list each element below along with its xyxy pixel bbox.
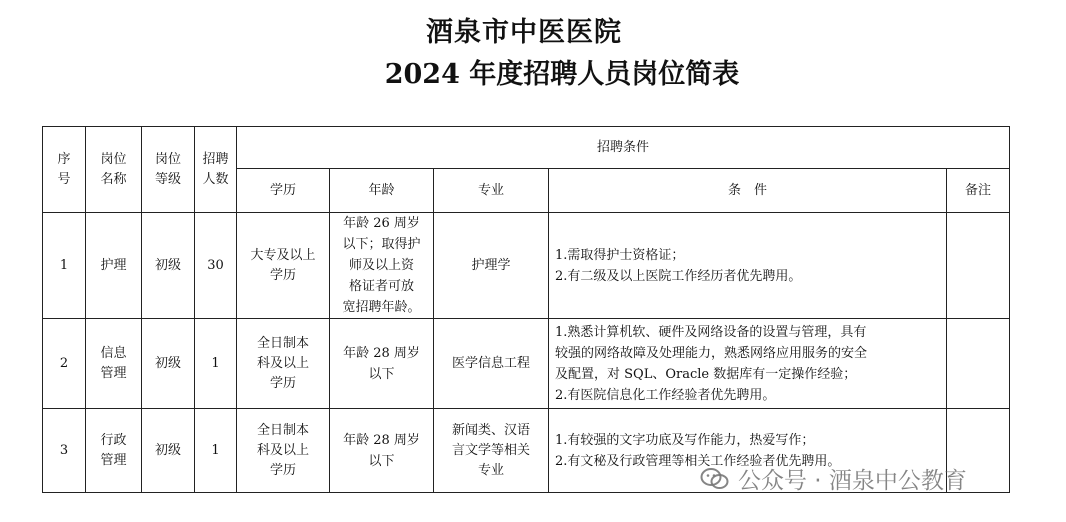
watermark [700, 462, 967, 495]
cell-requirements: 1.有较强的文字功底及写作能力，热爱写作； 2.有文秘及行政管理等相关工作经验者优先聘用。 [549, 409, 947, 493]
header-age: 年龄 [330, 169, 434, 213]
cell-requirements: 1.熟悉计算机软、硬件及网络设备的设置与管理，具有 较强的网络故障及处理能力，熟悉网络应用服务的安全 及配置，对 SQL、Oracle 数据库有一定操作经验； 2.有医院信息化工作经验者优先聘用。 [549, 319, 947, 409]
header-requirements: 条 件 [549, 169, 947, 213]
cell-hire-count: 30 [195, 213, 237, 319]
cell-education: 全日制本 科及以上 学历 [237, 409, 330, 493]
cell-post-name: 护理 [86, 213, 142, 319]
cell-remarks [947, 213, 1010, 319]
document-title-line1: 酒泉市中医医院 [426, 17, 622, 48]
cell-remarks [947, 319, 1010, 409]
document-title-line2: 2024 年度招聘人员岗位简表 [384, 59, 740, 90]
header-post-level: 岗位 等级 [142, 127, 195, 213]
cell-hire-count: 1 [195, 409, 237, 493]
header-major: 专业 [434, 169, 549, 213]
watermark-text: 公众号 · 酒泉中公教育 [738, 468, 967, 494]
recruitment-table [42, 126, 1010, 493]
header-education: 学历 [237, 169, 330, 213]
cell-major: 新闻类、汉语 言文学等相关 专业 [434, 409, 549, 493]
header-hire-count: 招聘 人数 [195, 127, 237, 213]
cell-major: 护理学 [434, 213, 549, 319]
cell-seq: 1 [43, 213, 86, 319]
cell-post-level: 初级 [142, 213, 195, 319]
wechat-official-account-icon [700, 467, 730, 491]
cell-education: 全日制本 科及以上 学历 [237, 319, 330, 409]
cell-age: 年龄 28 周岁 以下 [330, 409, 434, 493]
cell-major: 医学信息工程 [434, 319, 549, 409]
header-conditions-group: 招聘条件 [237, 127, 1010, 169]
cell-seq: 3 [43, 409, 86, 493]
cell-post-level: 初级 [142, 409, 195, 493]
cell-age: 年龄 26 周岁 以下；取得护 师及以上资 格证者可放 宽招聘年龄。 [330, 213, 434, 319]
header-remarks: 备注 [947, 169, 1010, 213]
header-post-name: 岗位 名称 [86, 127, 142, 213]
table-row [43, 319, 1010, 409]
cell-requirements: 1.需取得护士资格证； 2.有二级及以上医院工作经历者优先聘用。 [549, 213, 947, 319]
cell-seq: 2 [43, 319, 86, 409]
cell-age: 年龄 28 周岁 以下 [330, 319, 434, 409]
cell-post-name: 信息 管理 [86, 319, 142, 409]
cell-post-name: 行政 管理 [86, 409, 142, 493]
table-row [43, 213, 1010, 319]
header-seq: 序 号 [43, 127, 86, 213]
cell-hire-count: 1 [195, 319, 237, 409]
cell-education: 大专及以上 学历 [237, 213, 330, 319]
cell-post-level: 初级 [142, 319, 195, 409]
